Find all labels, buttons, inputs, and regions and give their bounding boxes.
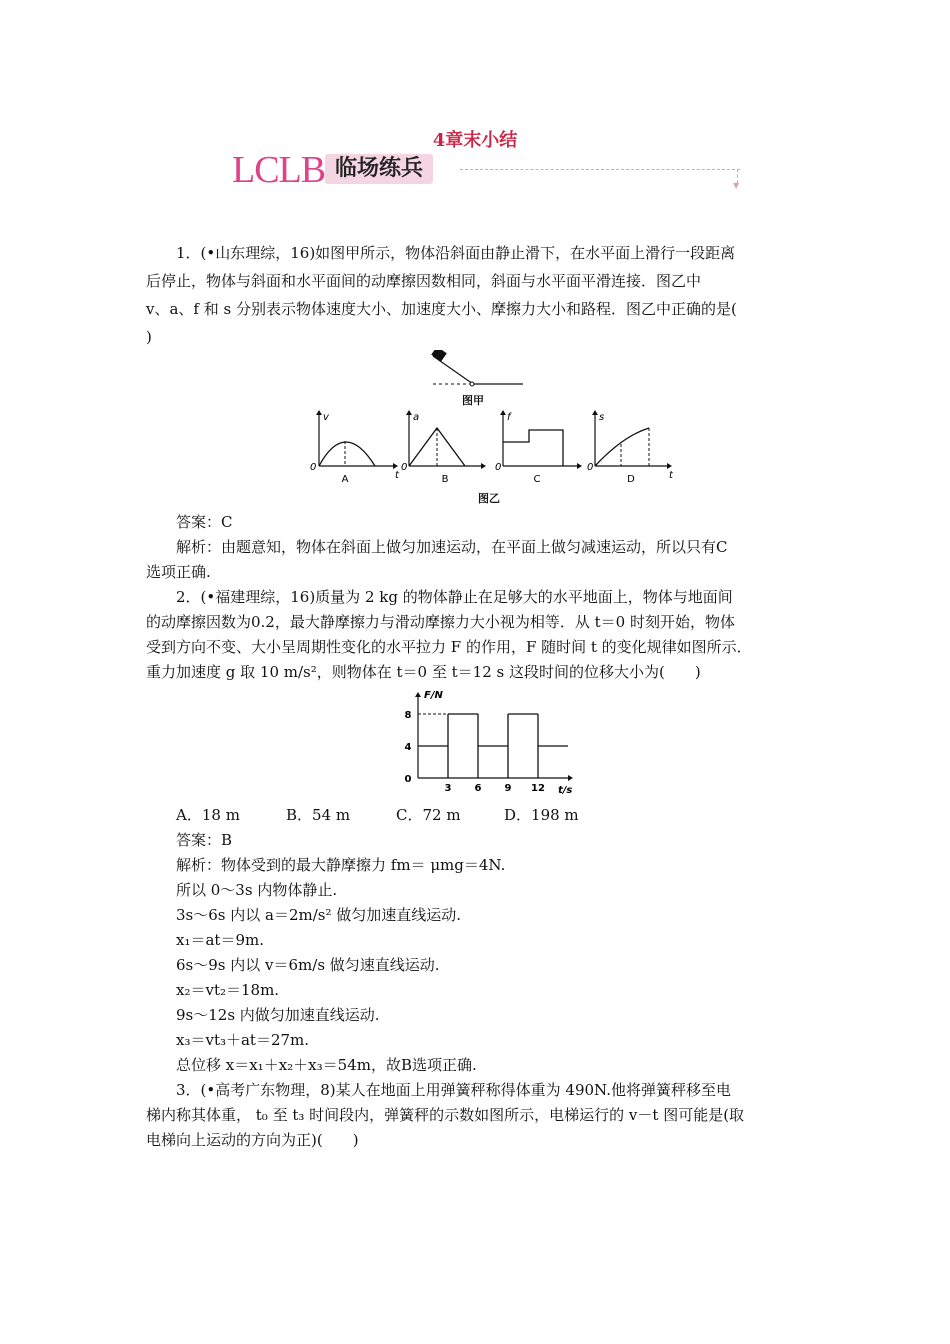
y-axis-arrow bbox=[592, 410, 598, 415]
x-tick-label: 9 bbox=[504, 783, 512, 794]
chart-axes bbox=[405, 692, 573, 794]
section-banner bbox=[232, 150, 752, 190]
y-axis-arrow bbox=[316, 410, 322, 415]
origin-label: 0 bbox=[495, 462, 502, 473]
axis-y-label: a bbox=[413, 412, 420, 423]
y-tick-label: 8 bbox=[404, 710, 412, 721]
incline-line bbox=[433, 356, 473, 384]
graph-label: A bbox=[341, 474, 349, 485]
q2-text-line: 的动摩擦因数为0.2，最大静摩擦力与滑动摩擦力大小视为相等．从 t＝0 时刻开始，物体 bbox=[146, 613, 735, 631]
q2-analysis-line: x₃＝vt₃＋at＝27m. bbox=[176, 1031, 310, 1049]
y-tick-label: 0 bbox=[404, 774, 412, 785]
origin-label: 0 bbox=[587, 462, 594, 473]
banner-divider bbox=[460, 169, 740, 170]
q2-text-line: 重力加速度 g 取 10 m/s²，则物体在 t＝0 至 t＝12 s 这段时间的位移大小为( ) bbox=[146, 663, 701, 681]
origin-label: 0 bbox=[310, 462, 317, 473]
chart-x-label: t/s bbox=[558, 785, 573, 796]
graph-b bbox=[401, 410, 486, 485]
force-time-chart bbox=[380, 686, 580, 798]
q2-analysis-line: 6s～9s 内以 v＝6m/s 做匀速直线运动. bbox=[176, 956, 440, 974]
graph-label: B bbox=[441, 474, 449, 485]
banner-tag: 临场练兵 bbox=[325, 154, 433, 184]
joint-point bbox=[470, 382, 474, 386]
q1-text-line: v、a、f 和 s 分别表示物体速度大小、加速度大小、摩擦力大小和路程．图乙中正确的是( bbox=[146, 300, 737, 318]
x-axis-arrow bbox=[481, 463, 486, 469]
figure-yi-graphs bbox=[305, 408, 685, 488]
q1-answer: 答案：C bbox=[176, 513, 233, 531]
graph-label: C bbox=[533, 474, 541, 485]
y-axis-arrow bbox=[406, 410, 412, 415]
origin-label: 0 bbox=[401, 462, 408, 473]
curve bbox=[319, 442, 375, 466]
q2-answer: 答案：B bbox=[176, 831, 233, 849]
option-c[interactable]: C．72 m bbox=[396, 806, 461, 824]
option-d[interactable]: D．198 m bbox=[504, 806, 579, 824]
curve bbox=[595, 428, 649, 466]
q2-analysis-line: 3s～6s 内以 a＝2m/s² 做匀加速直线运动. bbox=[176, 906, 462, 924]
axis-y-label: f bbox=[507, 412, 511, 423]
y-axis-arrow bbox=[415, 692, 421, 697]
q3-text-line: 电梯向上运动的方向为正)( ) bbox=[146, 1131, 359, 1149]
chevron-down-icon: ▼ bbox=[733, 181, 740, 190]
chart-marks bbox=[418, 714, 568, 778]
chart-y-label: F/N bbox=[424, 690, 443, 701]
x-axis-arrow bbox=[393, 463, 398, 469]
q2-analysis-line: 解析：物体受到的最大静摩擦力 fm＝ μmg＝4N. bbox=[176, 856, 506, 874]
q2-analysis-line: 9s～12s 内做匀加速直线运动. bbox=[176, 1006, 380, 1024]
q1-text-line: 1．(•山东理综，16)如图甲所示，物体沿斜面由静止滑下，在水平面上滑行一段距离 bbox=[176, 244, 736, 262]
q1-analysis-line: 解析：由题意知，物体在斜面上做匀加速运动，在平面上做匀减速运动，所以只有C bbox=[176, 538, 728, 556]
x-axis-arrow bbox=[577, 463, 582, 469]
graph-d bbox=[587, 410, 674, 485]
x-tick-label: 12 bbox=[531, 783, 545, 794]
y-axis-arrow bbox=[500, 410, 506, 415]
figure-yi-caption: 图乙 bbox=[478, 492, 500, 505]
q2-text-line: 2．(•福建理综，16)质量为 2 kg 的物体静止在足够大的水平地面上，物体与地面间 bbox=[176, 588, 733, 606]
axis-x-label: t bbox=[669, 470, 673, 481]
q1-analysis-line: 选项正确. bbox=[146, 563, 211, 581]
banner-logo: LCLB bbox=[232, 149, 326, 191]
x-tick-label: 3 bbox=[444, 783, 452, 794]
step-line bbox=[503, 430, 563, 466]
axis-x-label: t bbox=[395, 470, 399, 481]
q2-analysis-line: x₂＝vt₂＝18m. bbox=[176, 981, 280, 999]
x-axis-arrow bbox=[568, 775, 573, 781]
graph-a bbox=[310, 410, 400, 485]
x-tick-label: 6 bbox=[474, 783, 482, 794]
graph-c bbox=[495, 410, 582, 485]
x-axis-arrow bbox=[667, 463, 672, 469]
q2-analysis-line: 所以 0～3s 内物体静止. bbox=[176, 881, 338, 899]
figure-jia-caption: 图甲 bbox=[462, 394, 484, 407]
q2-options bbox=[176, 804, 846, 826]
q2-analysis-line: 总位移 x＝x₁＋x₂＋x₃＝54m，故B选项正确. bbox=[176, 1056, 477, 1074]
block-shape bbox=[431, 350, 447, 362]
axis-y-label: s bbox=[599, 412, 605, 423]
option-a[interactable]: A．18 m bbox=[176, 806, 240, 824]
q2-text-line: 受到方向不变、大小呈周期性变化的水平拉力 F 的作用，F 随时间 t 的变化规律如图所示． bbox=[146, 638, 752, 656]
q3-text-line: 3．(•高考广东物理，8)某人在地面上用弹簧秤称得体重为 490N.他将弹簧秤移至电 bbox=[176, 1081, 731, 1099]
y-tick-label: 4 bbox=[404, 742, 412, 753]
option-b[interactable]: B．54 m bbox=[286, 806, 351, 824]
q1-text-line: ) bbox=[146, 328, 152, 346]
q1-text-line: 后停止，物体与斜面和水平面间的动摩擦因数相同，斜面与水平面平滑连接．图乙中 bbox=[146, 272, 702, 290]
q3-text-line: 梯内称其体重， t₀ 至 t₃ 时间段内，弹簧秤的示数如图所示，电梯运行的 v－t 图可能是(取 bbox=[146, 1106, 745, 1124]
axis-y-label: v bbox=[323, 412, 329, 423]
graph-label: D bbox=[627, 474, 635, 485]
q2-analysis-line: x₁＝at＝9m. bbox=[176, 931, 264, 949]
chapter-title: 4章末小结 bbox=[432, 130, 518, 151]
